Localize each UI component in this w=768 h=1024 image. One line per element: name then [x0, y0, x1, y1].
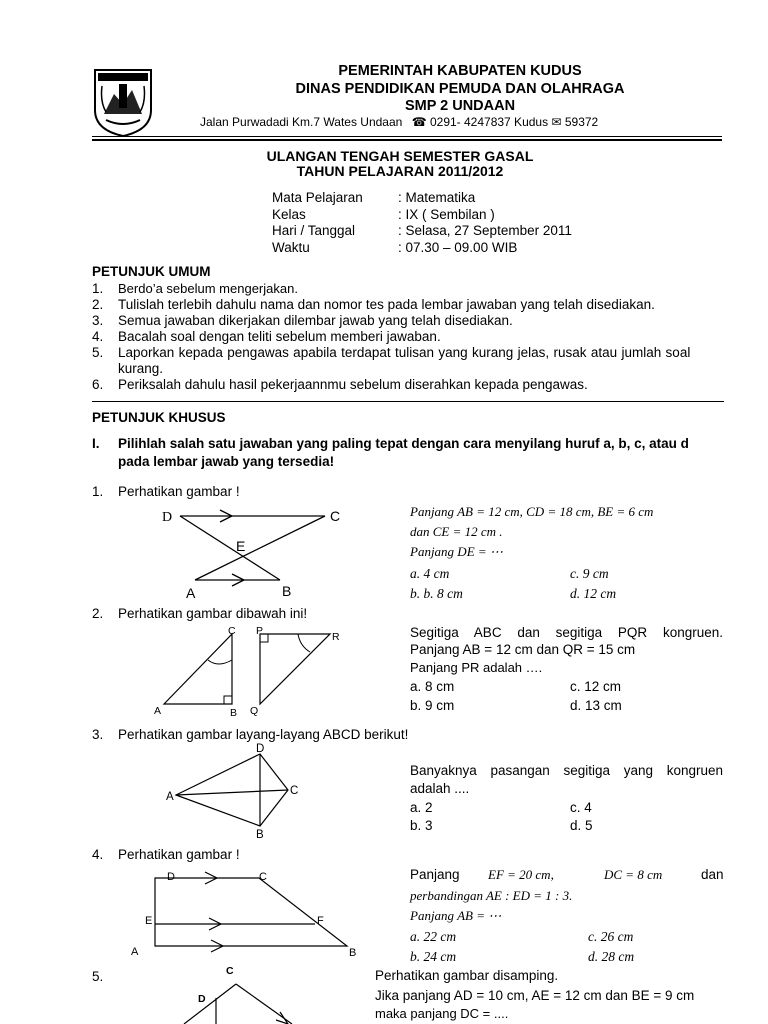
q1-text2: dan CE = 12 cm . [410, 524, 503, 539]
question-number: 3. [92, 727, 104, 742]
fig-label: C [226, 965, 234, 977]
fig-label: R [332, 631, 340, 643]
fig-label: C [290, 785, 299, 797]
info-row: Kelas : IX ( Sembilan ) [272, 206, 495, 222]
header-line3: SMP 2 UNDAAN [404, 98, 516, 114]
option-d[interactable]: d. 5 [570, 818, 593, 833]
fig-label: P [256, 625, 264, 637]
info-row: Mata Pelajaran : Matematika [272, 190, 476, 205]
fig-label: B [256, 829, 264, 840]
fig-label: D [256, 743, 265, 755]
q1-figure [150, 500, 360, 600]
q3-text1: Banyaknya pasangan segitiga yang kongruen [410, 763, 723, 778]
list-item: 6. Periksalah dahulu hasil pekerjaannmu sebelum diserahkan kepada pengawas. [92, 377, 588, 392]
question-prompt: Perhatikan gambar ! [118, 847, 240, 862]
q2-figure [150, 622, 350, 718]
question-number: 5. [92, 969, 104, 984]
option-c[interactable]: c. 12 cm [570, 679, 622, 694]
phone-icon: ☎ [411, 115, 427, 129]
q2-text1: Segitiga ABC dan segitiga PQR kongruen. [410, 625, 723, 640]
address-text: Jalan Purwadadi Km.7 Wates Undaan [200, 115, 403, 129]
list-item: kurang. [118, 361, 164, 376]
q5-text2: Jika panjang AD = 10 cm, AE = 12 cm dan BE = 9 cm [375, 988, 695, 1003]
exam-title: ULANGAN TENGAH SEMESTER GASAL [266, 148, 534, 164]
option-c[interactable]: c. 26 cm [588, 929, 634, 944]
postal-text: 59372 [564, 115, 599, 129]
header-line2: DINAS PENDIDIKAN PEMUDA DAN OLAHRAGA [295, 81, 625, 97]
fig-label: C [228, 625, 236, 637]
option-a[interactable]: a. 8 cm [410, 679, 455, 694]
fig-label: C [259, 871, 267, 883]
phone-text: 0291- 4247837 Kudus [429, 115, 549, 129]
header-divider [92, 136, 722, 141]
section-divider [92, 401, 724, 402]
question-number: 2. [92, 606, 104, 621]
option-c[interactable]: c. 4 [570, 800, 592, 815]
list-item: 4. Bacalah soal dengan teliti sebelum memberi jawaban. [92, 329, 441, 344]
option-c[interactable]: c. 9 cm [570, 566, 609, 581]
fig-label: A [154, 705, 162, 717]
option-b[interactable]: b. b. 8 cm [410, 586, 463, 601]
header-line1: PEMERINTAH KABUPATEN KUDUS [338, 63, 582, 79]
question-number: 4. [92, 847, 104, 862]
general-heading: PETUNJUK UMUM [92, 264, 211, 279]
general-list [92, 281, 724, 393]
q5-text3: maka panjang DC = .... [375, 1006, 509, 1021]
q2-text3: Panjang PR adalah …. [410, 660, 543, 675]
regency-emblem-icon [92, 66, 154, 138]
option-d[interactable]: d. 12 cm [570, 586, 617, 601]
fig-label: E [145, 915, 153, 927]
fig-label: C [330, 508, 341, 524]
option-d[interactable]: d. 28 cm [588, 949, 635, 964]
option-a[interactable]: a. 4 cm [410, 566, 450, 581]
q4-figure [125, 866, 365, 962]
list-item: 1. Berdo’a sebelum mengerjakan. [92, 281, 298, 296]
info-row: Waktu : 07.30 – 09.00 WIB [272, 239, 518, 255]
q4-text1c: DC = 8 cm [604, 867, 663, 882]
q2-text2: Panjang AB = 12 cm dan QR = 15 cm [410, 642, 636, 657]
q3-figure [160, 740, 310, 840]
fig-label: F [317, 915, 324, 927]
special-heading: PETUNJUK KHUSUS [92, 410, 226, 425]
fig-label: D [162, 510, 173, 525]
fig-label: A [131, 946, 139, 958]
instruction-line1: Pilihlah salah satu jawaban yang paling tepat dengan cara menyilang huruf a, b, c, atau d [118, 436, 689, 451]
section-roman: I. [92, 436, 100, 451]
fig-label: Q [250, 705, 259, 717]
option-a[interactable]: a. 2 [410, 800, 433, 815]
fig-label: D [198, 993, 206, 1005]
q4-text1a: Panjang [410, 867, 460, 882]
option-b[interactable]: b. 3 [410, 818, 433, 833]
option-b[interactable]: b. 9 cm [410, 698, 455, 713]
exam-year: TAHUN PELAJARAN 2011/2012 [296, 163, 504, 179]
question-prompt: Perhatikan gambar layang-layang ABCD berikut! [118, 727, 409, 742]
q1-text1: Panjang AB = 12 cm, CD = 18 cm, BE = 6 cm [410, 504, 654, 519]
question-prompt: Perhatikan gambar ! [118, 484, 240, 499]
header-address-line [200, 115, 598, 129]
q4-text1d: dan [701, 867, 724, 882]
list-item: 5. Laporkan kepada pengawas apabila terdapat tulisan yang kurang jelas, rusak atau jumlah soal [92, 345, 691, 360]
q5-text1: Perhatikan gambar disamping. [375, 968, 559, 983]
q4-text3: Panjang AB = ⋯ [410, 908, 502, 923]
question-prompt: Perhatikan gambar dibawah ini! [118, 606, 308, 621]
info-row: Hari / Tanggal : Selasa, 27 September 2011 [272, 223, 572, 238]
fig-label: A [186, 585, 196, 600]
list-item: 3. Semua jawaban dikerjakan dilembar jawab yang telah disediakan. [92, 313, 513, 328]
fig-label: B [282, 583, 292, 599]
option-a[interactable]: a. 22 cm [410, 929, 457, 944]
fig-label: E [236, 538, 246, 554]
fig-label: B [349, 947, 357, 959]
mail-icon: ✉ [551, 115, 562, 129]
q3-text2: adalah .... [410, 781, 470, 796]
q1-text3: Panjang DE = ⋯ [410, 544, 503, 559]
option-d[interactable]: d. 13 cm [570, 698, 622, 713]
list-item: 2. Tulislah terlebih dahulu nama dan nomor tes pada lembar jawaban yang telah disediakan. [92, 297, 655, 312]
question-number: 1. [92, 484, 104, 499]
q4-text2: perbandingan AE : ED = 1 : 3. [410, 888, 573, 903]
fig-label: D [167, 871, 175, 883]
instruction-line2: pada lembar jawab yang tersedia! [118, 454, 335, 469]
fig-label: B [230, 707, 238, 718]
option-b[interactable]: b. 24 cm [410, 949, 457, 964]
exam-info [272, 190, 572, 256]
fig-label: A [166, 791, 174, 803]
q4-text1b: EF = 20 cm, [488, 867, 554, 882]
q5-figure [180, 958, 310, 1024]
